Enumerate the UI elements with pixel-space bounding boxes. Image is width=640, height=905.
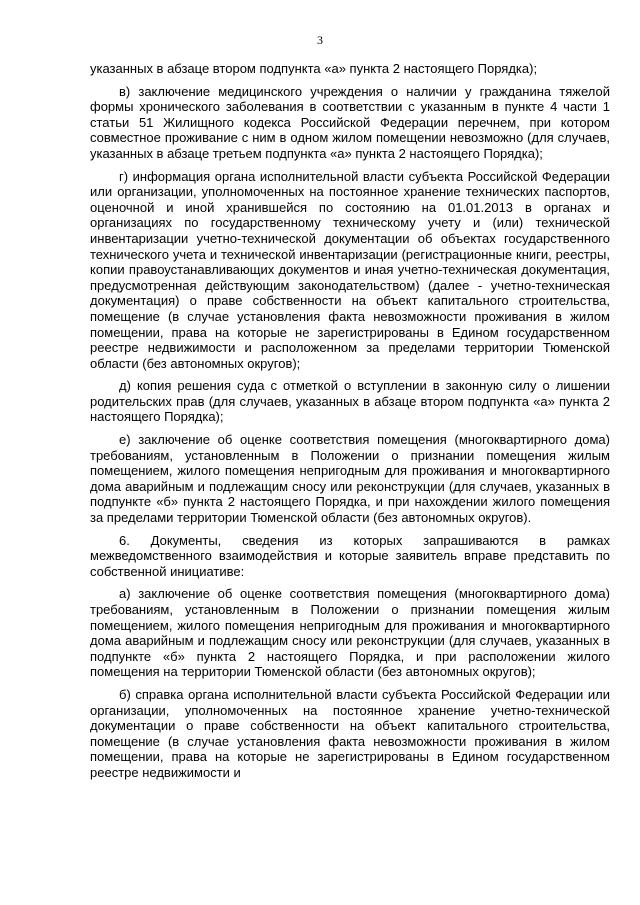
paragraph-item-g: г) информация органа исполнительной власти субъекта Российской Федерации или организации, уполномоченных на постоянное хранение технических паспортов, оценочной и иной хранившейся по состоянию на 01.01.2013 в органах и организациях по государственному техническому учету и (или) технической инвентаризации учетно-технической документации об объектах государственного технического учета и технической инвентаризации (регистрационные книги, реестры, копии правоустанавливающих документов и иная учетно-техническая документация, предусмотренная действующим законодательством) (далее - учетно-техническая документация) о праве собственности на объект капитального строительства, помещение (в случае установления факта невозможности проживания в жилом помещении, права на которые не зарегистрированы в Едином государственном реестре недвижимости и расположенном за пределами территории Тюменской области (без автономных округов);: [90, 168, 610, 371]
paragraph-item-b: б) справка органа исполнительной власти субъекта Российской Федерации или организации, уполномоченных на постоянное хранение учетно-технической документации о праве собственности на объект капитального строительства, помещение (в случае установления факта невозможности проживания в жилом помещении, права на которые не зарегистрированы в Едином государственном реестре недвижимости и: [90, 686, 610, 780]
paragraph-item-d: д) копия решения суда с отметкой о вступлении в законную силу о лишении родительских прав (для случаев, указанных в абзаце втором подпункта «а» пункта 2 настоящего Порядка);: [90, 378, 610, 425]
paragraph-continuation: указанных в абзаце втором подпункта «а» пункта 2 настоящего Порядка);: [90, 61, 538, 76]
page-number: 3: [317, 33, 323, 47]
paragraph-section-6: 6. Документы, сведения из которых запрашиваются в рамках межведомственного взаимодействия и которые заявитель вправе представить по собственной инициативе:: [90, 532, 610, 579]
paragraph-item-a: а) заключение об оценке соответствия помещения (многоквартирного дома) требованиям, установленным в Положении о признании помещения жилым помещением, жилого помещения непригодным для проживания и многоквартирного дома аварийным и подлежащим сносу или реконструкции (для случаев, указанных в подпункте «б» пункта 2 настоящего Порядка, и при расположении жилого помещения на территории Тюменской области (без автономных округов);: [90, 586, 610, 680]
paragraph-item-v: в) заключение медицинского учреждения о наличии у гражданина тяжелой формы хронического заболевания в соответствии с указанным в пункте 4 части 1 статьи 51 Жилищного кодекса Российской Федерации перечнем, при котором совместное проживание с ним в одном жилом помещении невозможно (для случаев, указанных в абзаце третьем подпункта «а» пункта 2 настоящего Порядка);: [90, 83, 610, 161]
document-body: [90, 61, 610, 781]
paragraph-item-e: е) заключение об оценке соответствия помещения (многоквартирного дома) требованиям, установленным в Положении о признании помещения жилым помещением, жилого помещения непригодным для проживания и многоквартирного дома аварийным и подлежащим сносу или реконструкции (для случаев, указанных в подпункте «б» пункта 2 настоящего Порядка, и при нахождении жилого помещения за пределами территории Тюменской области (без автономных округов).: [90, 432, 610, 526]
